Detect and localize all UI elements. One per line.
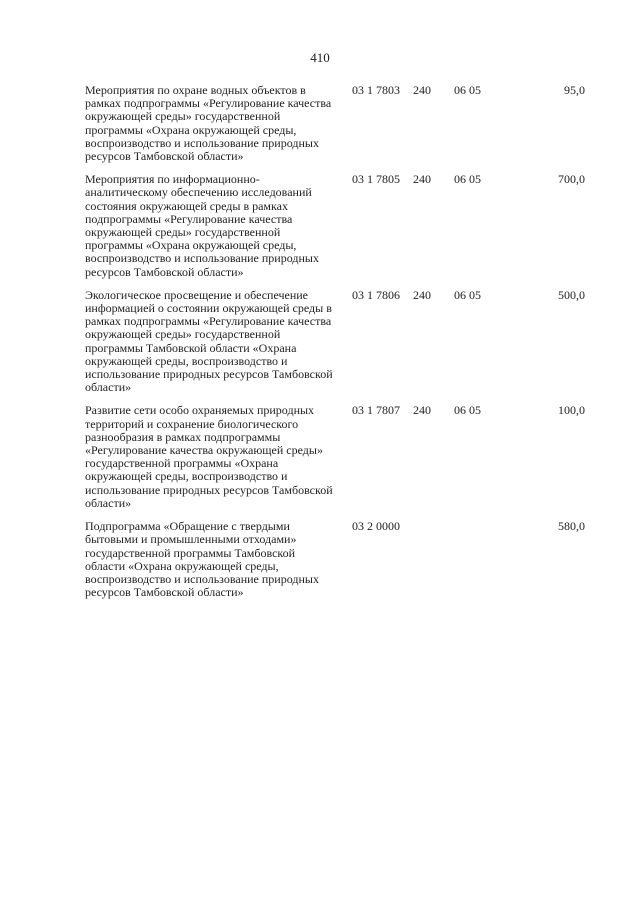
expense-type-code: 240 (413, 287, 431, 302)
amount: 700,0 (558, 172, 585, 187)
amount: 500,0 (558, 287, 585, 302)
table-row (85, 520, 585, 599)
table-row (85, 289, 585, 395)
expense-name: Экологическое просвещение и обеспечение информацией о состоянии окружающей среды в рамках подпрограммы «Регулирование качества окружающей среды» государственной программы Тамбовской области «Охрана окружающей среды, воспроизводство и использование природных ресурсов Тамбовской области» (85, 287, 333, 395)
target-article-code: 03 1 7807 (352, 403, 400, 418)
expense-name: Подпрограмма «Обращение с твердыми бытовыми и промышленными отходами» государственной программы Тамбовской области «Охрана окружающей среды, воспроизводство и использование природных ресурсов Тамбовской области» (85, 519, 319, 600)
expense-type-code: 240 (413, 403, 431, 418)
table-row (85, 173, 585, 279)
expense-type-code: 240 (413, 172, 431, 187)
section-subsection-code: 06 05 (454, 83, 481, 97)
target-article-code: 03 1 7803 (352, 83, 400, 97)
table-row (85, 84, 585, 163)
target-article-code: 03 2 0000 (352, 519, 400, 534)
amount: 95,0 (564, 83, 585, 97)
expense-name: Мероприятия по информационно-аналитическому обеспечению исследований состояния окружающей среды в рамках подпрограммы «Регулирование качества окружающей среды» государственной программы «Охрана окружающей среды, воспроизводство и использование природных ресурсов Тамбовской области» (85, 172, 319, 279)
section-subsection-code: 06 05 (454, 403, 481, 418)
target-article-code: 03 1 7805 (352, 172, 400, 187)
table-row (85, 404, 585, 510)
expense-name: Мероприятия по охране водных объектов в рамках подпрограммы «Регулирование качества окружающей среды» государственной программы «Охрана окружающей среды, воспроизводство и использование природных ресурсов Тамбовской области» (85, 83, 332, 164)
expense-type-code: 240 (413, 83, 431, 97)
budget-table (85, 84, 585, 609)
expense-name: Развитие сети особо охраняемых природных территорий и сохранение биологического разнообразия в рамках подпрограммы «Регулирование качества окружающей среды» государственной программы «Охрана окружающей среды, воспроизводство и использование природных ресурсов Тамбовской области» (85, 403, 333, 510)
target-article-code: 03 1 7806 (352, 287, 400, 302)
section-subsection-code: 06 05 (454, 172, 481, 187)
amount: 580,0 (558, 519, 585, 534)
amount: 100,0 (558, 403, 585, 418)
section-subsection-code: 06 05 (454, 287, 481, 302)
page-number: 410 (310, 50, 330, 65)
